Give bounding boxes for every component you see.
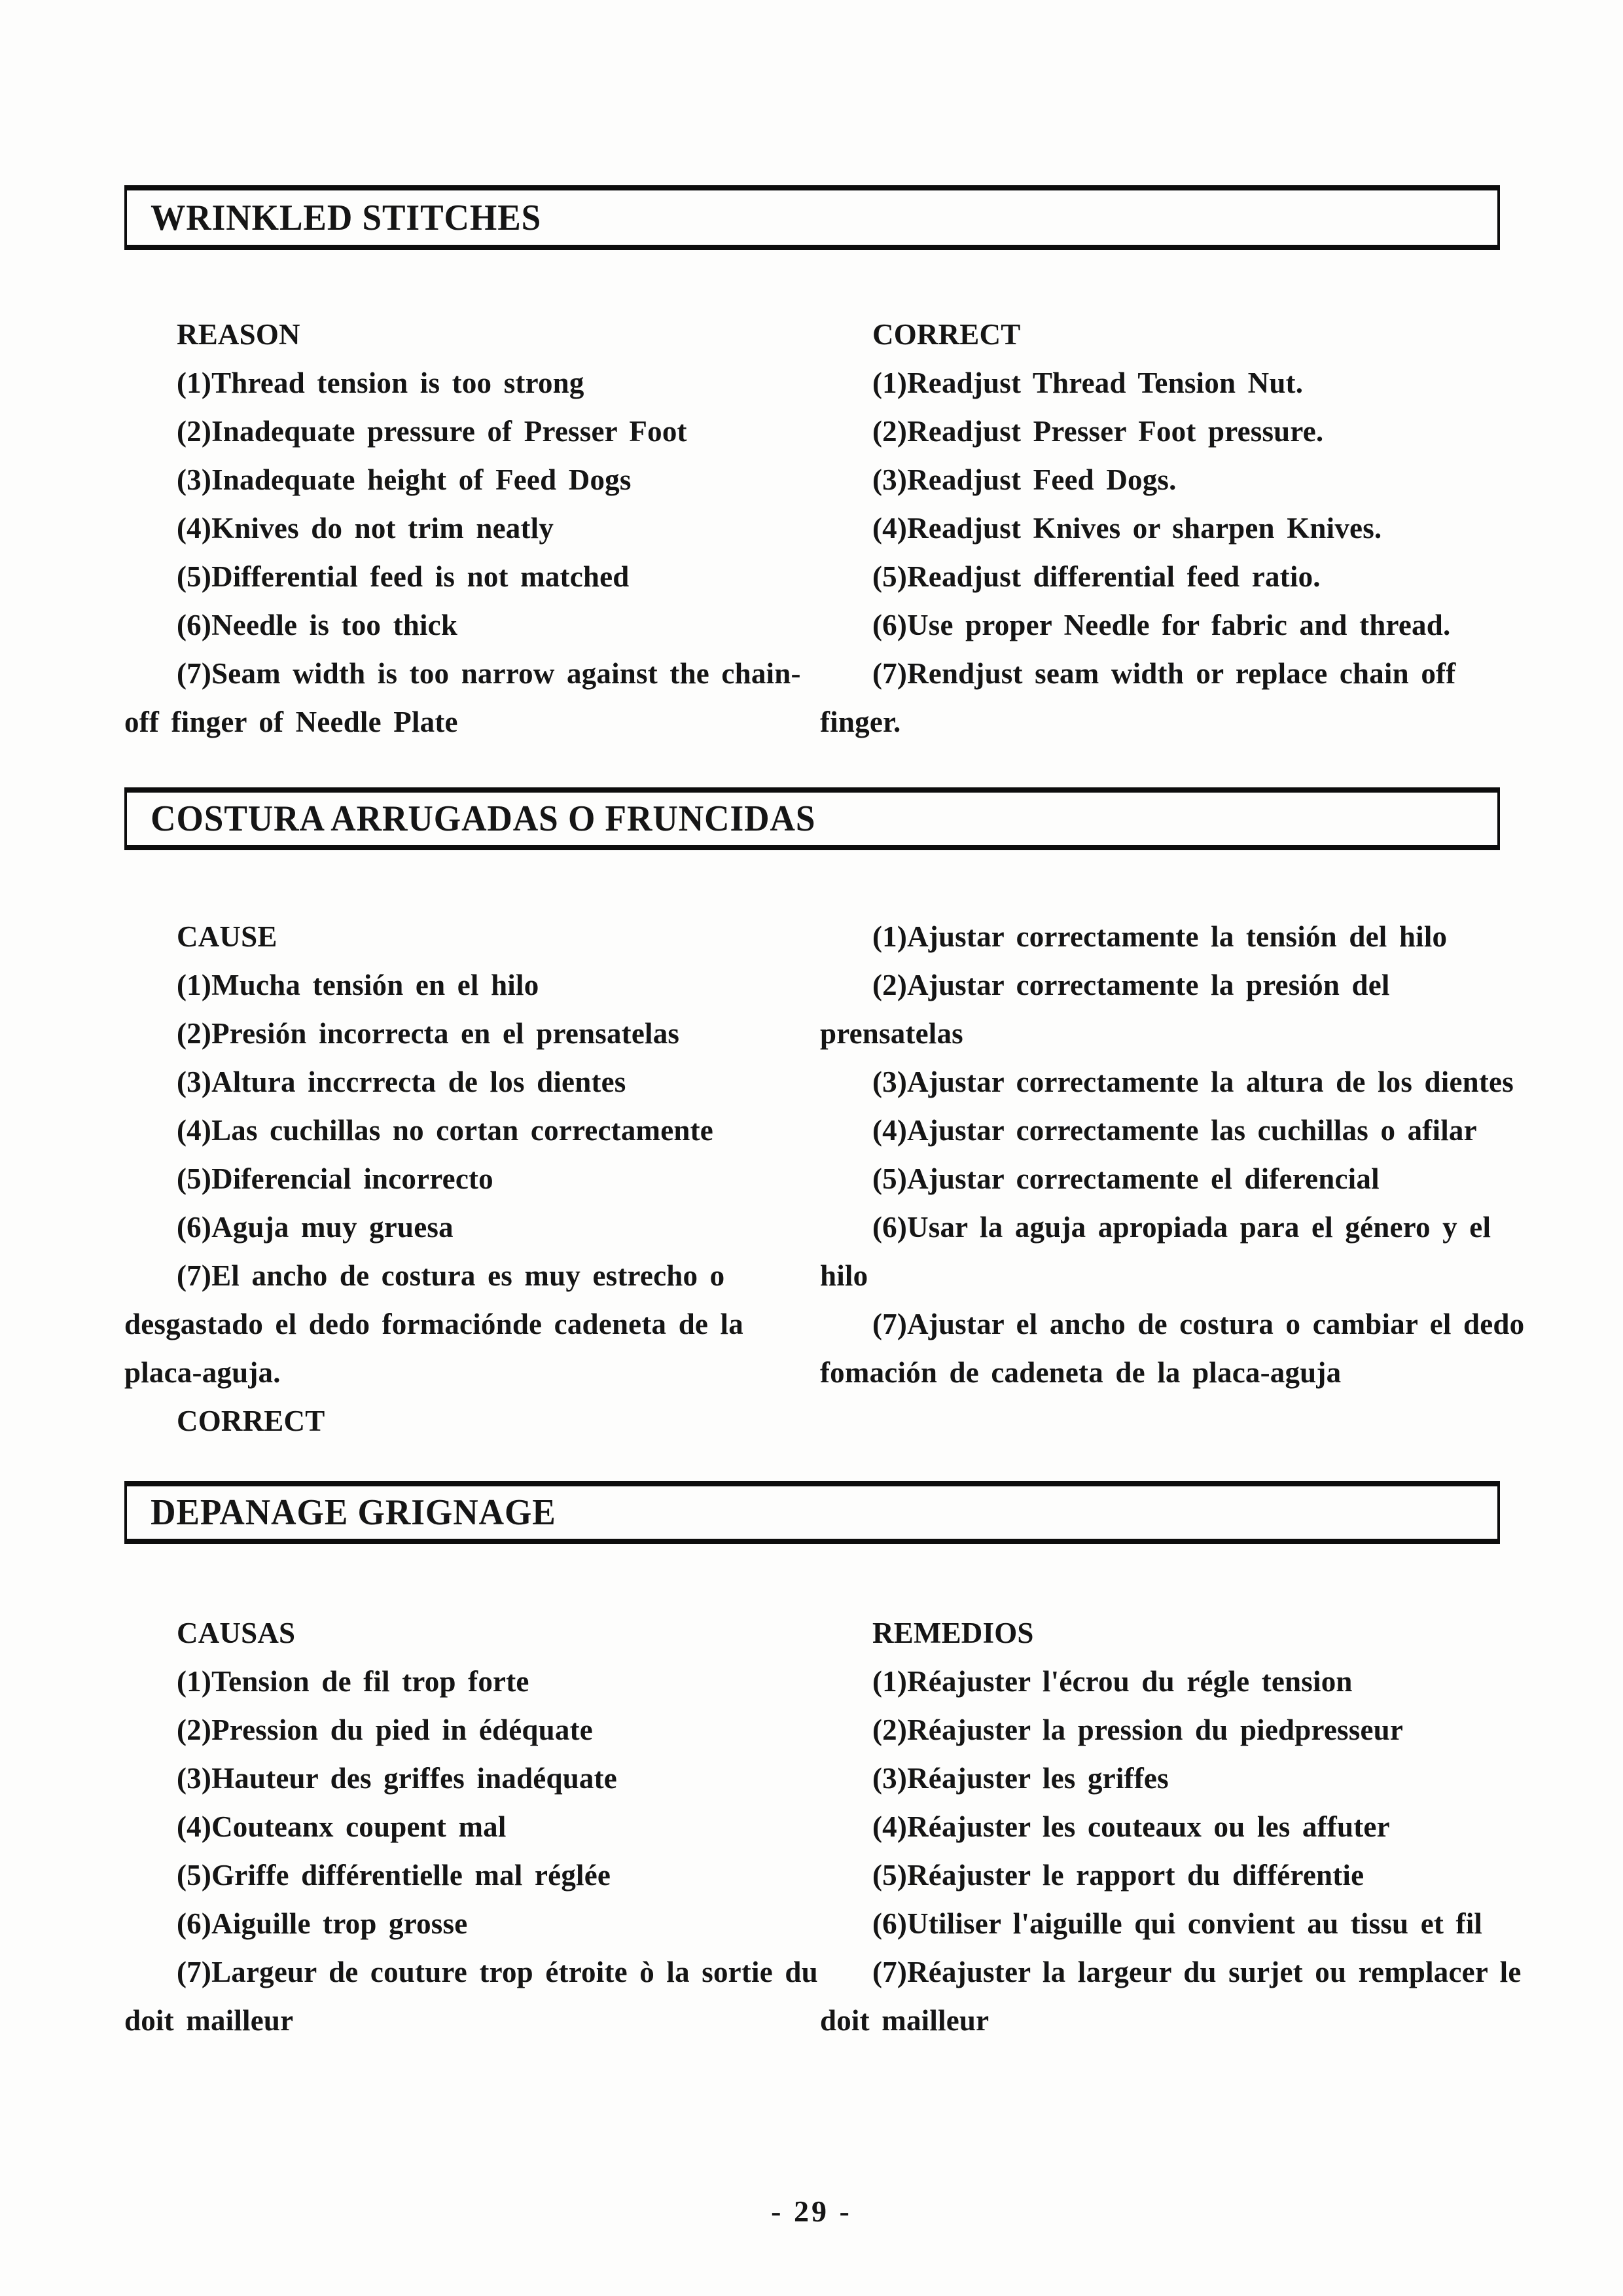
list-item: (5)Readjust differential feed ratio.	[872, 560, 1321, 593]
list-item: (4)Las cuchillas no cortan correctamente	[177, 1114, 713, 1147]
list-item: (1)Thread tension is too strong	[177, 367, 584, 399]
section-title: DEPANAGE GRIGNAGE	[151, 1492, 556, 1533]
correct-column	[820, 317, 1566, 753]
list-item: (7)Largeur de couture trop étroite ò la sortie du	[177, 1956, 818, 1988]
list-item-continuation: doit mailleur	[124, 2004, 294, 2037]
list-item: (5)Diferencial incorrecto	[177, 1162, 493, 1195]
list-item: (6)Usar la aguja apropiada para el género y el	[872, 1211, 1491, 1244]
cause-column	[124, 919, 819, 1452]
list-item: (4)Ajustar correctamente las cuchillas o afilar	[872, 1114, 1477, 1147]
list-item: (6)Use proper Needle for fabric and thread.	[872, 609, 1451, 641]
list-item: (5)Ajustar correctamente el diferencial	[872, 1162, 1380, 1195]
list-item: (2)Presión incorrecta en el prensatelas	[177, 1017, 680, 1050]
remedios-column	[820, 1615, 1569, 2051]
list-item: (5)Differential feed is not matched	[177, 560, 630, 593]
column-header: CAUSE	[177, 920, 277, 953]
list-item-continuation: placa-aguja.	[124, 1356, 281, 1389]
list-item: (1)Réajuster l'écrou du régle tension	[872, 1665, 1353, 1698]
list-item: (4)Couteanx coupent mal	[177, 1810, 507, 1843]
section-title: COSTURA ARRUGADAS O FRUNCIDAS	[151, 798, 816, 839]
list-item: (3)Altura inccrrecta de los dientes	[177, 1066, 626, 1098]
list-item: (1)Readjust Thread Tension Nut.	[872, 367, 1304, 399]
section-header-box	[124, 185, 1500, 250]
page-number: - 29 -	[771, 2195, 852, 2228]
reason-column	[124, 317, 819, 753]
list-item: (4)Knives do not trim neatly	[177, 512, 554, 545]
list-item: (3)Readjust Feed Dogs.	[872, 463, 1177, 496]
list-item: (3)Ajustar correctamente la altura de los dientes	[872, 1066, 1514, 1098]
list-item: (5)Réajuster le rapport du différentie	[872, 1859, 1364, 1892]
list-item: (3)Réajuster les griffes	[872, 1762, 1169, 1795]
list-item: (7)El ancho de costura es muy estrecho o	[177, 1259, 725, 1292]
list-item: (1)Mucha tensión en el hilo	[177, 969, 539, 1001]
list-item: (6)Utiliser l'aiguille qui convient au tissu et fil	[872, 1907, 1483, 1940]
column-header: CORRECT	[177, 1405, 325, 1437]
remedy-column-es	[820, 919, 1569, 1403]
list-item: (3)Hauteur des griffes inadéquate	[177, 1762, 617, 1795]
list-item: (2)Readjust Presser Foot pressure.	[872, 415, 1324, 448]
list-item-continuation: desgastado el dedo formaciónde cadeneta de la	[124, 1308, 743, 1340]
section-title: WRINKLED STITCHES	[151, 197, 542, 238]
column-header: CORRECT	[872, 318, 1021, 351]
list-item: (7)Seam width is too narrow against the chain-	[177, 657, 801, 690]
list-item: (4)Readjust Knives or sharpen Knives.	[872, 512, 1382, 545]
column-header: CAUSAS	[177, 1617, 296, 1649]
list-item: (6)Aguja muy gruesa	[177, 1211, 454, 1244]
column-header: REMEDIOS	[872, 1617, 1034, 1649]
column-header: REASON	[177, 318, 300, 351]
list-item: (5)Griffe différentielle mal réglée	[177, 1859, 611, 1892]
list-item: (2)Pression du pied in édéquate	[177, 1713, 593, 1746]
list-item: (1)Ajustar correctamente la tensión del hilo	[872, 920, 1448, 953]
list-item: (2)Inadequate pressure of Presser Foot	[177, 415, 687, 448]
list-item: (7)Ajustar el ancho de costura o cambiar el dedo	[872, 1308, 1525, 1340]
list-item: (1)Tension de fil trop forte	[177, 1665, 529, 1698]
list-item-continuation: hilo	[820, 1259, 868, 1292]
list-item: (6)Needle is too thick	[177, 609, 458, 641]
list-item-continuation: finger.	[820, 706, 901, 738]
causas-column	[124, 1615, 819, 2051]
list-item-continuation: off finger of Needle Plate	[124, 706, 458, 738]
list-item: (6)Aiguille trop grosse	[177, 1907, 468, 1940]
list-item: (7)Réajuster la largeur du surjet ou remplacer le	[872, 1956, 1522, 1988]
list-item-continuation: doit mailleur	[820, 2004, 990, 2037]
section-header-box	[124, 1481, 1500, 1544]
list-item: (7)Rendjust seam width or replace chain off	[872, 657, 1456, 690]
section-header-box	[124, 787, 1500, 850]
list-item: (2)Ajustar correctamente la presión del	[872, 969, 1390, 1001]
list-item-continuation: prensatelas	[820, 1017, 963, 1050]
list-item: (2)Réajuster la pression du piedpresseur	[872, 1713, 1404, 1746]
list-item: (4)Réajuster les couteaux ou les affuter	[872, 1810, 1390, 1843]
list-item-continuation: fomación de cadeneta de la placa-aguja	[820, 1356, 1342, 1389]
list-item: (3)Inadequate height of Feed Dogs	[177, 463, 632, 496]
